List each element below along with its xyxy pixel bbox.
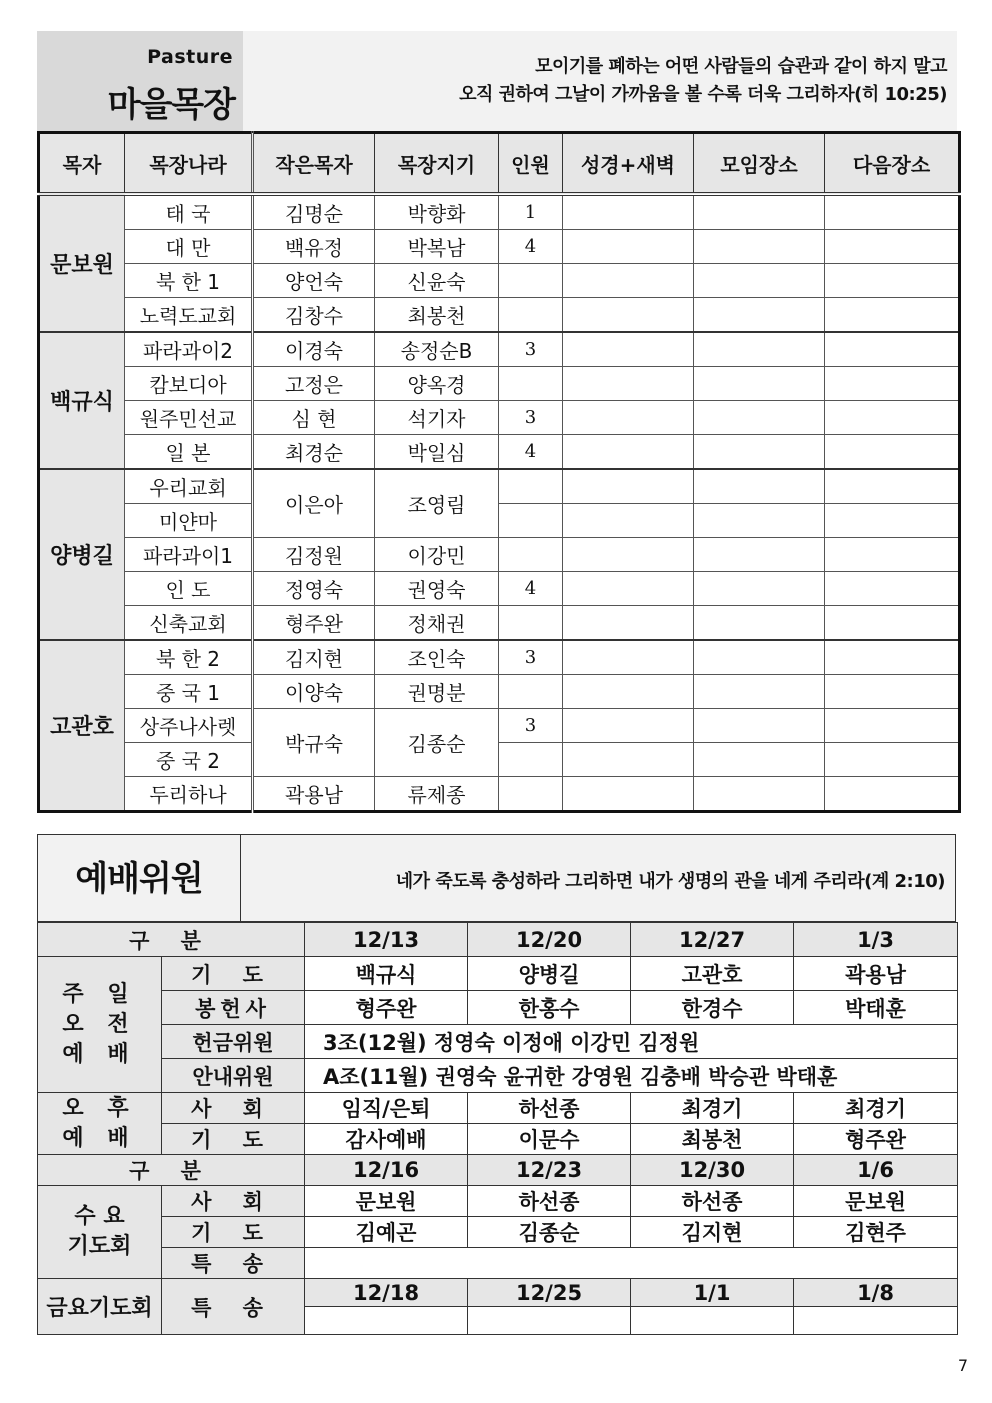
count-cell	[499, 469, 563, 504]
empty-cell	[825, 264, 960, 298]
col-header-next-place: 다음장소	[825, 133, 960, 195]
small-pastor-cell: 고정은	[253, 367, 375, 401]
col-header-country: 목장나라	[125, 133, 253, 195]
keeper-cell: 김종순	[375, 709, 499, 777]
country-cell: 일 본	[125, 435, 253, 470]
table-row	[39, 435, 960, 470]
keeper-cell: 이강민	[375, 538, 499, 572]
keeper-cell: 류제종	[375, 777, 499, 812]
pm-mc-row	[38, 1093, 958, 1124]
table-header-row	[39, 133, 960, 195]
empty-cell	[694, 194, 825, 230]
count-cell: 3	[499, 709, 563, 743]
name-cell: 곽용남	[794, 957, 958, 991]
empty-cell	[694, 606, 825, 641]
keeper-cell: 권명분	[375, 675, 499, 709]
date-cell: 1/8	[794, 1279, 958, 1307]
wed-special-row	[38, 1248, 958, 1279]
name-cell: 최경기	[631, 1093, 794, 1124]
country-cell: 두리하나	[125, 777, 253, 812]
count-cell: 4	[499, 435, 563, 470]
small-pastor-cell: 최경순	[253, 435, 375, 470]
name-cell: 양병길	[468, 957, 631, 991]
treasurer-label: 헌금위원	[162, 1025, 305, 1059]
mc-label: 사 회	[162, 1093, 305, 1124]
empty-cell	[694, 298, 825, 333]
name-cell: 고관호	[631, 957, 794, 991]
pasture-header	[37, 31, 957, 133]
country-cell: 북 한 1	[125, 264, 253, 298]
date-cell: 12/30	[631, 1155, 794, 1186]
empty-cell	[825, 572, 960, 606]
count-cell	[499, 743, 563, 777]
country-cell: 파라과이2	[125, 332, 253, 367]
table-row	[39, 675, 960, 709]
empty-cell	[825, 194, 960, 230]
empty-cell	[825, 538, 960, 572]
date-cell: 12/23	[468, 1155, 631, 1186]
offering-row	[38, 991, 958, 1025]
empty-cell	[694, 435, 825, 470]
empty-cell	[563, 332, 694, 367]
header-verse	[459, 53, 947, 109]
small-pastor-cell: 심 현	[253, 401, 375, 435]
empty-cell	[563, 194, 694, 230]
country-cell: 원주민선교	[125, 401, 253, 435]
empty-cell	[825, 504, 960, 538]
small-pastor-cell: 이경숙	[253, 332, 375, 367]
empty-cell	[694, 367, 825, 401]
count-cell	[499, 538, 563, 572]
usher-label: 안내위원	[162, 1059, 305, 1093]
prayer-label: 기 도	[162, 1124, 305, 1155]
offering-label: 봉헌사	[162, 991, 305, 1025]
table-row	[39, 298, 960, 333]
small-pastor-cell: 이양숙	[253, 675, 375, 709]
keeper-cell: 박복남	[375, 230, 499, 264]
country-cell: 미얀마	[125, 504, 253, 538]
name-cell: 한홍수	[468, 991, 631, 1025]
name-cell: 하선종	[468, 1186, 631, 1217]
empty-cell	[694, 743, 825, 777]
country-cell: 상주나사렛	[125, 709, 253, 743]
empty-cell	[563, 367, 694, 401]
name-cell: 이문수	[468, 1124, 631, 1155]
name-cell: 김지현	[631, 1217, 794, 1248]
date-cell: 12/18	[305, 1279, 468, 1307]
name-cell: 한경수	[631, 991, 794, 1025]
empty-cell	[694, 777, 825, 812]
table-row	[39, 401, 960, 435]
gubun-label: 구 분	[38, 1155, 305, 1186]
count-cell: 3	[499, 640, 563, 675]
small-pastor-cell: 이은아	[253, 469, 375, 538]
col-header-pastor: 목자	[39, 133, 125, 195]
date-cell: 1/6	[794, 1155, 958, 1186]
empty-cell	[563, 401, 694, 435]
country-cell: 대 만	[125, 230, 253, 264]
wed-prayer-row	[38, 1217, 958, 1248]
verse-box	[243, 31, 957, 131]
treasurer-row	[38, 1025, 958, 1059]
empty-cell	[563, 675, 694, 709]
name-cell: 감사예배	[305, 1124, 468, 1155]
empty-cell	[305, 1248, 958, 1279]
empty-cell	[825, 777, 960, 812]
pm-prayer-row	[38, 1124, 958, 1155]
empty-cell	[694, 264, 825, 298]
count-cell: 4	[499, 230, 563, 264]
keeper-cell: 정채권	[375, 606, 499, 641]
small-pastor-cell: 박규숙	[253, 709, 375, 777]
small-pastor-cell: 김지현	[253, 640, 375, 675]
keeper-cell: 송정순B	[375, 332, 499, 367]
count-cell: 3	[499, 332, 563, 367]
pastor-cell: 백규식	[39, 332, 125, 469]
usher-value: A조(11월) 권영숙 윤귀한 강영원 김충배 박승관 박태훈	[305, 1059, 958, 1093]
empty-cell	[563, 743, 694, 777]
country-cell: 파라과이1	[125, 538, 253, 572]
empty-cell	[563, 777, 694, 812]
empty-cell	[825, 401, 960, 435]
empty-cell	[631, 1307, 794, 1335]
country-cell: 노력도교회	[125, 298, 253, 333]
date-cell: 1/1	[631, 1279, 794, 1307]
empty-cell	[468, 1307, 631, 1335]
empty-cell	[825, 709, 960, 743]
table-row	[39, 469, 960, 504]
small-pastor-cell: 김창수	[253, 298, 375, 333]
prayer-row	[38, 957, 958, 991]
name-cell: 문보원	[305, 1186, 468, 1217]
empty-cell	[694, 469, 825, 504]
worship-header	[37, 834, 956, 922]
name-cell: 백규식	[305, 957, 468, 991]
empty-cell	[825, 230, 960, 264]
table-row	[39, 504, 960, 538]
empty-cell	[305, 1307, 468, 1335]
keeper-cell: 양옥경	[375, 367, 499, 401]
date-cell: 12/13	[305, 923, 468, 957]
empty-cell	[825, 332, 960, 367]
count-cell	[499, 675, 563, 709]
country-cell: 중 국 1	[125, 675, 253, 709]
date-cell: 12/16	[305, 1155, 468, 1186]
prayer-label: 기 도	[162, 957, 305, 991]
keeper-cell: 신윤숙	[375, 264, 499, 298]
empty-cell	[694, 332, 825, 367]
country-cell: 북 한 2	[125, 640, 253, 675]
pastor-cell: 문보원	[39, 194, 125, 332]
empty-cell	[563, 640, 694, 675]
empty-cell	[563, 572, 694, 606]
empty-cell	[694, 572, 825, 606]
name-cell: 박태훈	[794, 991, 958, 1025]
count-cell	[499, 298, 563, 333]
country-cell: 신축교회	[125, 606, 253, 641]
empty-cell	[825, 469, 960, 504]
small-pastor-cell: 양언숙	[253, 264, 375, 298]
count-cell: 4	[499, 572, 563, 606]
pastor-cell: 고관호	[39, 640, 125, 812]
table-row	[39, 640, 960, 675]
count-cell	[499, 367, 563, 401]
name-cell: 하선종	[468, 1093, 631, 1124]
date-cell: 12/25	[468, 1279, 631, 1307]
friday-label: 금요기도회	[38, 1279, 162, 1335]
empty-cell	[563, 469, 694, 504]
country-cell: 우리교회	[125, 469, 253, 504]
empty-cell	[694, 401, 825, 435]
keeper-cell: 조영림	[375, 469, 499, 538]
col-header-small-pastor: 작은목자	[253, 133, 375, 195]
country-cell: 태 국	[125, 194, 253, 230]
small-pastor-cell: 백유정	[253, 230, 375, 264]
table-row	[39, 572, 960, 606]
empty-cell	[694, 538, 825, 572]
table-row	[39, 230, 960, 264]
table-row	[39, 538, 960, 572]
small-pastor-cell: 김명순	[253, 194, 375, 230]
verse-line-1: 모이기를 폐하는 어떤 사람들의 습관과 같이 하지 말고	[535, 56, 947, 77]
small-pastor-cell: 형주완	[253, 606, 375, 641]
table-row	[39, 194, 960, 230]
keeper-cell: 석기자	[375, 401, 499, 435]
empty-cell	[563, 606, 694, 641]
empty-cell	[825, 606, 960, 641]
empty-cell	[563, 504, 694, 538]
worship-title: 예배위원	[38, 835, 241, 921]
empty-cell	[563, 538, 694, 572]
empty-cell	[694, 230, 825, 264]
treasurer-value: 3조(12월) 정영숙 이정애 이강민 김정원	[305, 1025, 958, 1059]
count-cell	[499, 264, 563, 298]
worship-verse: 네가 죽도록 충성하라 그리하면 내가 생명의 관을 네게 주리라(계 2:10)	[395, 871, 945, 892]
col-header-keeper: 목장지기	[375, 133, 499, 195]
name-cell: 임직/은퇴	[305, 1093, 468, 1124]
special-label: 특 송	[162, 1279, 305, 1335]
keeper-cell: 조인숙	[375, 640, 499, 675]
empty-cell	[825, 640, 960, 675]
worship-table	[37, 922, 958, 1335]
usher-row	[38, 1059, 958, 1093]
friday-dates-row	[38, 1279, 958, 1307]
keeper-cell: 박향화	[375, 194, 499, 230]
keeper-cell: 권영숙	[375, 572, 499, 606]
pm-label: 오 후 예 배	[38, 1093, 162, 1155]
special-label: 특 송	[162, 1248, 305, 1279]
small-pastor-cell: 곽용남	[253, 777, 375, 812]
gubun-label: 구 분	[38, 923, 305, 957]
pasture-title-box	[37, 31, 243, 131]
count-cell: 1	[499, 194, 563, 230]
name-cell: 하선종	[631, 1186, 794, 1217]
name-cell: 형주완	[305, 991, 468, 1025]
prayer-label: 기 도	[162, 1217, 305, 1248]
sunday-am-label: 주 일 오 전 예 배	[38, 957, 162, 1093]
wed-label: 수 요 기도회	[38, 1186, 162, 1279]
col-header-count: 인원	[499, 133, 563, 195]
table-row	[39, 777, 960, 812]
table-row	[39, 367, 960, 401]
name-cell: 김현주	[794, 1217, 958, 1248]
date-cell: 1/3	[794, 923, 958, 957]
table-row	[39, 606, 960, 641]
empty-cell	[563, 230, 694, 264]
count-cell	[499, 504, 563, 538]
col-header-bible-dawn: 성경+새벽	[563, 133, 694, 195]
name-cell: 문보원	[794, 1186, 958, 1217]
col-header-meeting-place: 모임장소	[694, 133, 825, 195]
name-cell: 김예곤	[305, 1217, 468, 1248]
date-cell: 12/27	[631, 923, 794, 957]
empty-cell	[825, 298, 960, 333]
empty-cell	[825, 435, 960, 470]
empty-cell	[694, 709, 825, 743]
pasture-table	[37, 131, 961, 813]
wed-mc-row	[38, 1186, 958, 1217]
mc-label: 사 회	[162, 1186, 305, 1217]
page-number: 7	[957, 1356, 968, 1375]
title-english: Pasture	[147, 46, 233, 68]
empty-cell	[563, 298, 694, 333]
country-cell: 중 국 2	[125, 743, 253, 777]
empty-cell	[825, 675, 960, 709]
name-cell: 최봉천	[631, 1124, 794, 1155]
verse-line-2: 오직 권하여 그날이 가까움을 볼 수록 더욱 그리하자(히 10:25)	[459, 84, 947, 105]
empty-cell	[563, 435, 694, 470]
empty-cell	[825, 743, 960, 777]
small-pastor-cell: 김정원	[253, 538, 375, 572]
name-cell: 형주완	[794, 1124, 958, 1155]
empty-cell	[825, 367, 960, 401]
name-cell: 최경기	[794, 1093, 958, 1124]
table-row	[39, 709, 960, 743]
empty-cell	[694, 675, 825, 709]
empty-cell	[694, 640, 825, 675]
keeper-cell: 최봉천	[375, 298, 499, 333]
wednesday-dates-row	[38, 1155, 958, 1186]
count-cell	[499, 777, 563, 812]
empty-cell	[563, 709, 694, 743]
title-korean: 마을목장	[107, 85, 235, 125]
sunday-dates-row	[38, 923, 958, 957]
name-cell: 김종순	[468, 1217, 631, 1248]
table-row	[39, 332, 960, 367]
pastor-cell: 양병길	[39, 469, 125, 640]
count-cell: 3	[499, 401, 563, 435]
table-row	[39, 264, 960, 298]
empty-cell	[694, 504, 825, 538]
small-pastor-cell: 정영숙	[253, 572, 375, 606]
empty-cell	[794, 1307, 958, 1335]
keeper-cell: 박일심	[375, 435, 499, 470]
country-cell: 캄보디아	[125, 367, 253, 401]
table-row	[39, 743, 960, 777]
date-cell: 12/20	[468, 923, 631, 957]
empty-cell	[563, 264, 694, 298]
count-cell	[499, 606, 563, 641]
country-cell: 인 도	[125, 572, 253, 606]
